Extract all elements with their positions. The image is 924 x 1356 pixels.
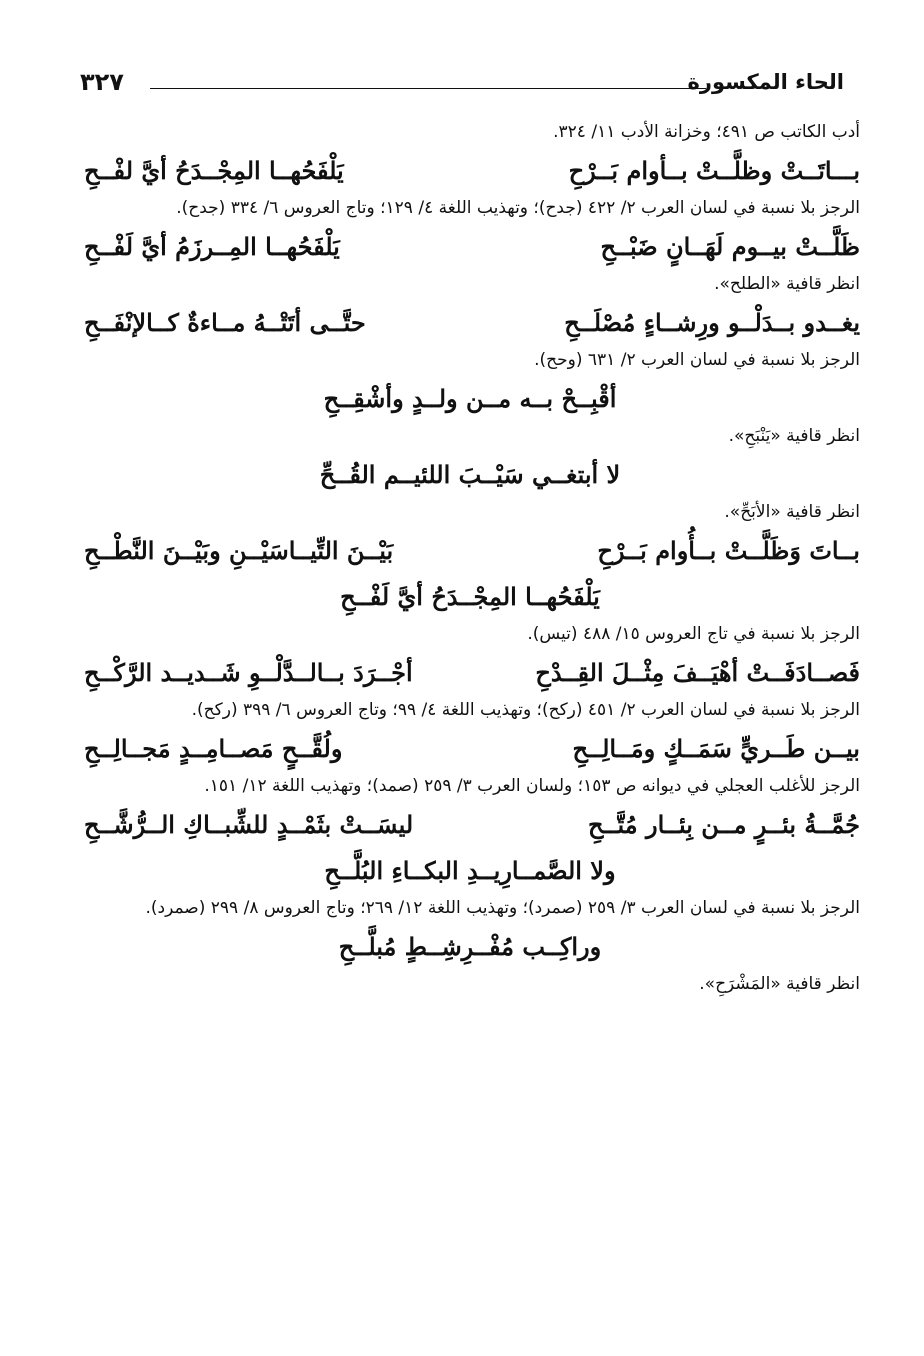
hemistich-first: بيــن طَــريٍّ سَمَــكٍ ومَــالِــحِ: [572, 734, 860, 763]
verse-line: [80, 226, 860, 268]
verse-text: يَلْفَحُهــا المِجْــدَحُ أيَّ لَفْــحِ: [340, 582, 600, 611]
hemistich-second: يَلْفَحُهــا المِجْــدَحُ أيَّ لفْــحِ: [84, 156, 344, 185]
page-number: ٣٢٧: [80, 68, 124, 96]
source-note: الرجز بلا نسبة في لسان العرب ٢/ ٦٣١ (وحح).: [534, 350, 860, 370]
hemistich-second: ليسَــتْ بثَمْــدٍ للشِّبــاكِ الــرُّشَّــحِ: [84, 810, 414, 839]
page-body: [80, 118, 860, 998]
verse-text: أقْبِــحْ بــه مــن ولــدٍ وأشْقِــحِ: [323, 384, 617, 413]
verse-text: ولا الصَّمــارِيــدِ البكــاءِ البُلَّــحِ: [324, 856, 616, 885]
cross-reference-note: انظر قافية «يَنْبَحِ».: [728, 426, 860, 446]
verse-line: [80, 150, 860, 192]
hemistich-second: بَيْــنَ التِّيــاسَيْــنِ وبَيْــنَ النَّطْــحِ: [84, 536, 394, 565]
hemistich-second: يَلْفَحُهــا المِــرزَمُ أيَّ لَفْــحِ: [84, 232, 340, 261]
running-header: [80, 68, 844, 108]
cross-reference-note: انظر قافية «الأبَحِّ».: [724, 502, 860, 522]
hemistich-second: أجْــرَدَ بــالــدَّلْــوِ شَــديــد الرَّكْــحِ: [84, 658, 413, 687]
verse-text: لا أبتغــي سَيْــبَ اللئيــم القُــحِّ: [319, 460, 621, 489]
source-note: الرجز بلا نسبة في لسان العرب ٣/ ٢٥٩ (صمرد)؛ وتهذيب اللغة ١٢/ ٢٦٩؛ وتاج العروس ٨/ ٢٩٩ (صمرد).: [145, 898, 860, 918]
verse-line: [80, 530, 860, 572]
verse-line-centered: [80, 850, 860, 892]
hemistich-first: بـــاتَــتْ وظلَّــتْ بــأوام بَــرْحِ: [568, 156, 860, 185]
hemistich-second: ولُقَّــحٍ مَصــامِــدٍ مَجــالِــحِ: [84, 734, 343, 763]
source-note: الرجز بلا نسبة في لسان العرب ٢/ ٤٢٢ (جدح)؛ وتهذيب اللغة ٤/ ١٢٩؛ وتاج العروس ٦/ ٣٣٤ (جدح).: [176, 198, 860, 218]
verse-line-centered: [80, 576, 860, 618]
verse-line: [80, 728, 860, 770]
source-note: الرجز بلا نسبة في تاج العروس ١٥/ ٤٨٨ (تيس).: [527, 624, 860, 644]
verse-line: [80, 302, 860, 344]
header-rule: [150, 88, 706, 89]
hemistich-first: بــاتَ وَظَلَّــتْ بــأُوام بَــرْحِ: [597, 536, 860, 565]
hemistich-first: يغــدو بــدَلْــو ورِشــاءٍ مُصْلَــحِ: [564, 308, 860, 337]
cross-reference-note: انظر قافية «المَشْرَحِ».: [699, 974, 860, 994]
source-note: الرجز بلا نسبة في لسان العرب ٢/ ٤٥١ (ركح)؛ وتهذيب اللغة ٤/ ٩٩؛ وتاج العروس ٦/ ٣٩٩ (ركح).: [191, 700, 860, 720]
verse-line-centered: [80, 926, 860, 968]
hemistich-second: حتَّــى أتَتْــهُ مــاءةٌ كــالإنْفَــحِ: [84, 308, 366, 337]
hemistich-first: ظَلَّــتْ بيــوم لَهَــانٍ ضَبْــحِ: [600, 232, 860, 261]
cross-reference-note: انظر قافية «الطلح».: [714, 274, 860, 294]
source-note: الرجز للأغلب العجلي في ديوانه ص ١٥٣؛ ولسان العرب ٣/ ٢٥٩ (صمد)؛ وتهذيب اللغة ١٢/ ١٥١.: [204, 776, 860, 796]
verse-line-centered: [80, 378, 860, 420]
verse-line: [80, 804, 860, 846]
verse-text: وراكِــب مُفْــرِشِــطٍ مُبلَّــحِ: [338, 932, 602, 961]
hemistich-first: فَصــادَفَــتْ أهْيَــفَ مِثْــلَ القِــدْحِ: [535, 658, 860, 687]
section-title: الحاء المكسورة: [687, 70, 844, 94]
source-note: أدب الكاتب ص ٤٩١؛ وخزانة الأدب ١١/ ٣٢٤.: [553, 122, 860, 142]
hemistich-first: جُمَّــةُ بئــرٍ مــن بِئــار مُتَّــحِ: [587, 810, 860, 839]
verse-line: [80, 652, 860, 694]
verse-line-centered: [80, 454, 860, 496]
